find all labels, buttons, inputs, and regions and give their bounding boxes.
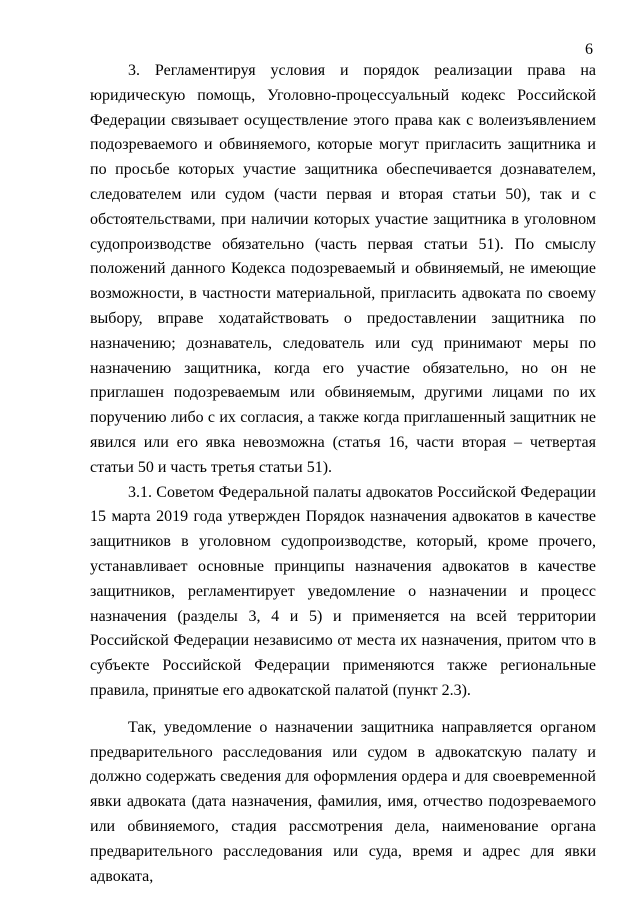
document-body — [90, 59, 596, 889]
paragraph-3: 3. Регламентируя условия и порядок реализации права на юридическую помощь, Уголовно-процессуальный кодекс Российской Федерации связывает осуществление этого права как с волеизъявлением подозреваемого и обвиняемого, которые могут пригласить защитника и по просьбе которых участие защитника обеспечивается дознавателем, следователем или судом (части первая и вторая статьи 50), так и с обстоятельствами, при наличии которых участие защитника в уголовном судопроизводстве обязательно (часть первая статьи 51). По смыслу положений данного Кодекса подозреваемый и обвиняемый, не имеющие возможности, в частности материальной, пригласить адвоката по своему выбору, вправе ходатайствовать о предоставлении защитника по назначению; дознаватель, следователь или суд принимают меры по назначению защитника, когда его участие обязательно, но он не приглашен подозреваемым или обвиняемым, другими лицами по их поручению либо с их согласия, а также когда приглашенный защитник не явился или его явка невозможна (статья 16, части вторая – четвертая статьи 50 и часть третья статьи 51). — [90, 62, 596, 476]
paragraph-3-1: 3.1. Советом Федеральной палаты адвокатов Российской Федерации 15 марта 2019 года утвержден Порядок назначения адвокатов в качестве защитников в уголовном судопроизводстве, который, кроме прочего, устанавливает основные принципы назначения адвокатов в качестве защитников, регламентирует уведомление о назначении и процесс назначения (разделы 3, 4 и 5) и применяется на всей территории Российской Федерации независимо от места их назначения, притом что в субъекте Российской Федерации применяются также региональные правила, принятые его адвокатской палатой (пункт 2.3). — [90, 483, 596, 699]
page-number: 6 — [585, 41, 593, 58]
paragraph-notification: Так, уведомление о назначении защитника направляется органом предварительного расследования или судом в адвокатскую палату и должно содержать сведения для оформления ордера и для своевременной явки адвоката (дата назначения, фамилия, имя, отчество подозреваемого или обвиняемого, стадия рассмотрения дела, наименование органа предварительного расследования или суда, время и адрес для явки адвоката, — [90, 718, 596, 885]
